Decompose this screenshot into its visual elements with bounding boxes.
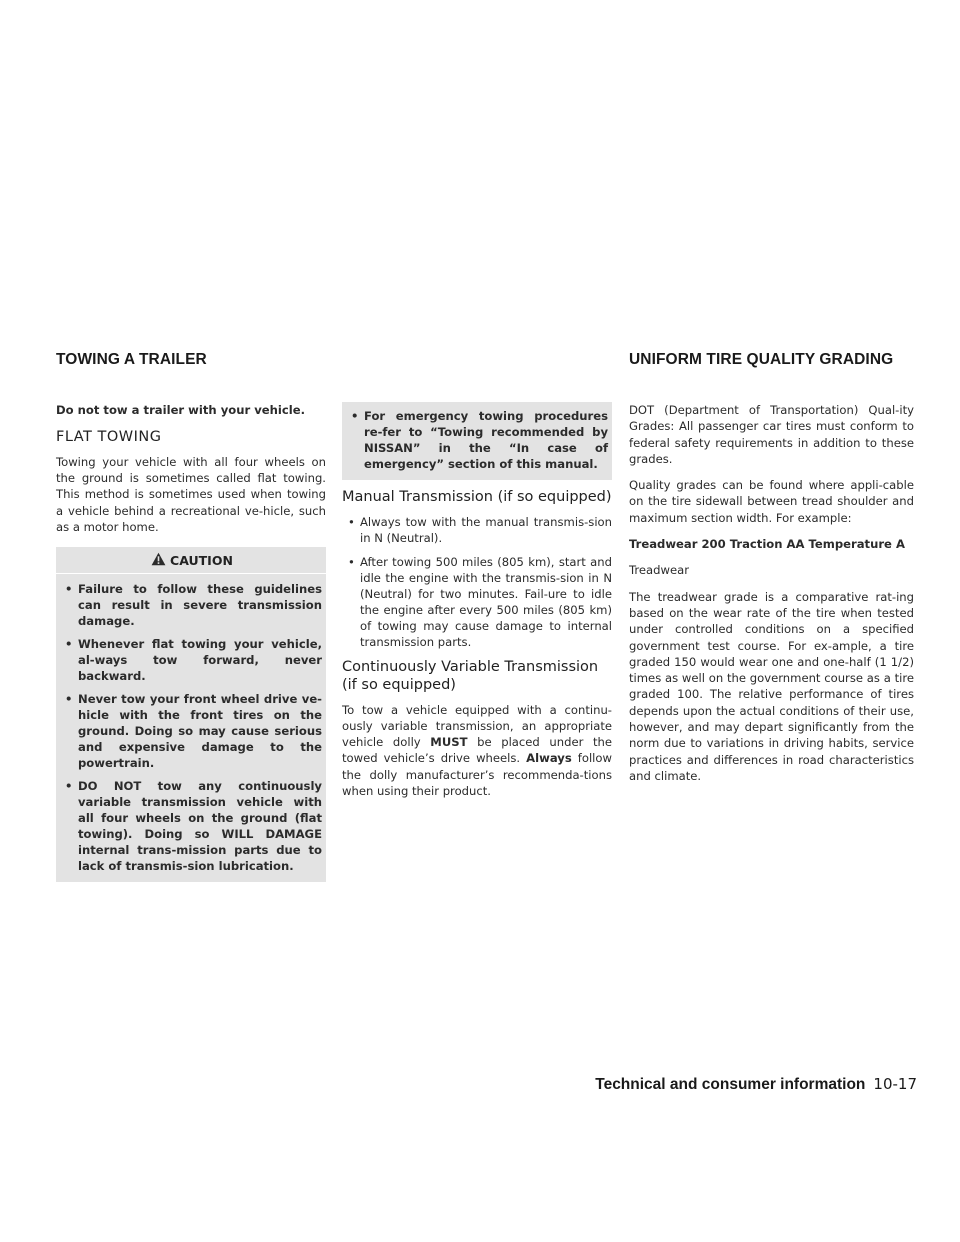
cvt-must-emphasis: MUST <box>430 735 468 750</box>
manual-transmission-item: • After towing 500 miles (805 km), start and idle the engine with the transmis-sion in N (Neutral) for two minutes. Fail-ure to idle the engine after every 500 miles (805 km) of towing may cause damage to internal transmission parts. <box>342 554 612 650</box>
emergency-warning-list <box>348 408 608 472</box>
column-3 <box>629 402 914 794</box>
cvt-body-text: To tow a vehicle equipped with a continu-ously variable transmission, an appropriate vehicle dolly <box>342 702 612 750</box>
section-heading-towing-trailer: TOWING A TRAILER <box>56 351 207 368</box>
treadwear-paragraph: The treadwear grade is a comparative rat-ing based on the wear rate of the tire when tested under controlled conditions on a specified government test course. For ex-ample, a tire graded 150 would wear one and one-half (1 1/2) times as well on the government course as a tire graded 100. The relative performance of tires depends upon the actual conditions of their use, however, and may depart significantly from the norm due to variations in driving habits, service practices and differences in road characteristics and climate. <box>629 589 914 783</box>
caution-header <box>62 547 322 573</box>
dot-quality-paragraph: DOT (Department of Transportation) Qual-ity Grades: All passenger car tires must conform to federal safety requirements in addition to these grades. <box>629 403 914 466</box>
caution-item: • Failure to follow these guidelines can result in severe transmission damage. <box>62 581 322 629</box>
manual-transmission-item: • Always tow with the manual transmis-sion in N (Neutral). <box>342 514 612 546</box>
treadwear-label: Treadwear <box>629 563 689 578</box>
caution-item: • DO NOT tow any continuously variable transmission vehicle with all four wheels on the ground (flat towing). Doing so WILL DAMAGE internal trans-mission parts due to lack of transmis-sion lubrication. <box>62 778 322 874</box>
quality-location-paragraph: Quality grades can be found where appli-cable on the tire sidewall between tread shoulder and maximum section width. For example: <box>629 478 914 525</box>
grade-example: Treadwear 200 Traction AA Temperature A <box>629 537 905 552</box>
page-footer <box>595 1075 917 1094</box>
warning-triangle-icon <box>151 552 166 569</box>
caution-list <box>62 581 322 874</box>
footer-chapter-title: Technical and consumer information <box>595 1076 866 1093</box>
section-heading-tire-grading: UNIFORM TIRE QUALITY GRADING <box>629 351 894 368</box>
manual-transmission-heading: Manual Transmission (if so equipped) <box>342 489 612 505</box>
page-number: 10-17 <box>873 1075 917 1093</box>
cvt-body-text: follow the dolly manufacturer’s recommenda-tions when using their product. <box>342 751 612 798</box>
cvt-body <box>342 702 612 800</box>
column-2 <box>342 402 612 809</box>
manual-transmission-list <box>342 514 612 650</box>
column-1 <box>56 402 326 882</box>
caution-item: • Never tow your front wheel drive ve-hicle with the front tires on the ground. Doing so may cause serious and expensive damage to the powertrain. <box>62 691 322 771</box>
cvt-body-text: be placed under the towed vehicle’s drive wheels. <box>342 735 612 766</box>
emergency-warning-box <box>342 402 612 480</box>
caution-divider <box>56 573 326 574</box>
emergency-warning-item: • For emergency towing procedures re-fer to “Towing recommended by NISSAN” in the “In case of emergency” section of this manual. <box>348 408 608 472</box>
caution-item: • Whenever flat towing your vehicle, al-ways tow forward, never backward. <box>62 636 322 684</box>
flat-towing-heading: FLAT TOWING <box>56 429 162 446</box>
caution-box <box>56 547 326 882</box>
caution-title: CAUTION <box>170 553 233 569</box>
cvt-always-emphasis: Always <box>526 751 572 766</box>
cvt-heading: Continuously Variable Transmission (if so equipped) <box>342 658 599 693</box>
flat-towing-body: Towing your vehicle with all four wheels on the ground is sometimes called flat towing. This method is sometimes used when towing a vehicle behind a recreational ve-hicle, such as a motor home. <box>56 454 326 534</box>
no-trailer-warning: Do not tow a trailer with your vehicle. <box>56 403 305 417</box>
